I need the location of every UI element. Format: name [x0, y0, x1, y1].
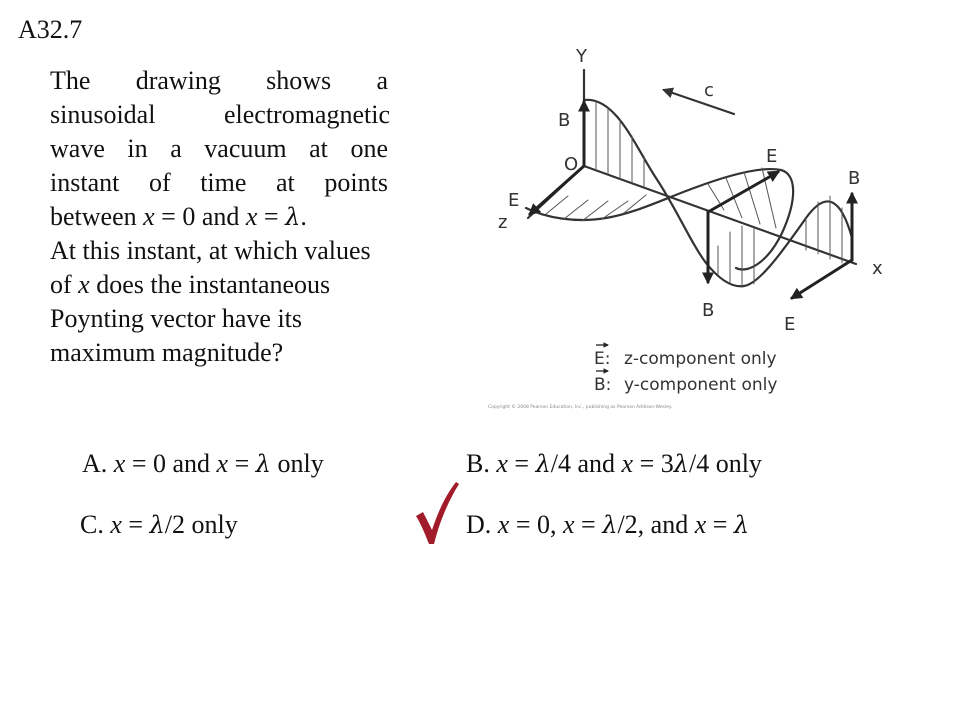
- c-arrow: [664, 90, 734, 114]
- e-label-mid: E: [766, 146, 778, 167]
- question-word: The: [50, 66, 91, 95]
- question-word: in: [127, 134, 148, 163]
- e-label-left: E: [508, 190, 520, 211]
- question-word: at: [309, 134, 328, 163]
- question-word: one: [350, 134, 388, 163]
- question-word: a: [376, 66, 388, 95]
- slide-id: A32.7: [18, 15, 83, 44]
- e-vector-right: [792, 260, 852, 298]
- question-word: points: [324, 168, 388, 197]
- question-word: at: [276, 168, 295, 197]
- question-line: [50, 166, 388, 200]
- em-wave-diagram: [486, 38, 898, 414]
- question-word: instant: [50, 168, 120, 197]
- question-line: maximum magnitude?: [50, 338, 284, 367]
- question-line: [50, 132, 388, 166]
- question-line: of x does the instantaneous: [50, 270, 331, 299]
- question-word: time: [200, 168, 247, 197]
- b-label-top: B: [558, 110, 571, 131]
- c-label: c: [704, 80, 714, 101]
- legend-e-symbol: E:: [594, 349, 611, 369]
- question-text: [50, 64, 450, 370]
- b-label-right: B: [848, 168, 861, 189]
- legend-b-text: y-component only: [624, 375, 778, 395]
- question-line: [50, 98, 390, 132]
- question-word: of: [148, 168, 171, 197]
- question-line: [50, 64, 388, 98]
- option-c[interactable]: C. x = λ/2 only: [80, 510, 238, 539]
- question-word: wave: [50, 134, 105, 163]
- question-word: electromagnetic: [223, 100, 390, 129]
- question-word: sinusoidal: [50, 100, 156, 129]
- question-word: shows: [266, 66, 332, 95]
- copyright-credit: Copyright © 2008 Pearson Education, Inc., publishing as Pearson Addison-Wesley.: [488, 405, 673, 410]
- question-line: between x = 0 and x = λ.: [50, 202, 307, 231]
- question-word: vacuum: [204, 134, 287, 163]
- question-line: At this instant, at which values: [50, 236, 371, 265]
- e-label-right: E: [784, 314, 796, 335]
- y-axis-label: Y: [576, 46, 587, 67]
- option-b[interactable]: B. x = λ/4 and x = 3λ/4 only: [466, 449, 762, 478]
- question-line: Poynting vector have its: [50, 304, 303, 333]
- origin-label: O: [564, 154, 579, 175]
- x-axis: [584, 166, 856, 264]
- question-word: a: [170, 134, 182, 163]
- x-axis-label: x: [872, 258, 883, 279]
- option-a[interactable]: A. x = 0 and x = λ only: [82, 449, 324, 478]
- z-axis-label: z: [498, 212, 508, 233]
- question-word: drawing: [135, 66, 221, 95]
- legend-e-text: z-component only: [624, 349, 777, 369]
- option-d[interactable]: D. x = 0, x = λ/2, and x = λ: [466, 510, 750, 539]
- b-label-mid: B: [702, 300, 715, 321]
- checkmark-icon: [412, 478, 462, 548]
- legend-b-symbol: B:: [594, 375, 612, 395]
